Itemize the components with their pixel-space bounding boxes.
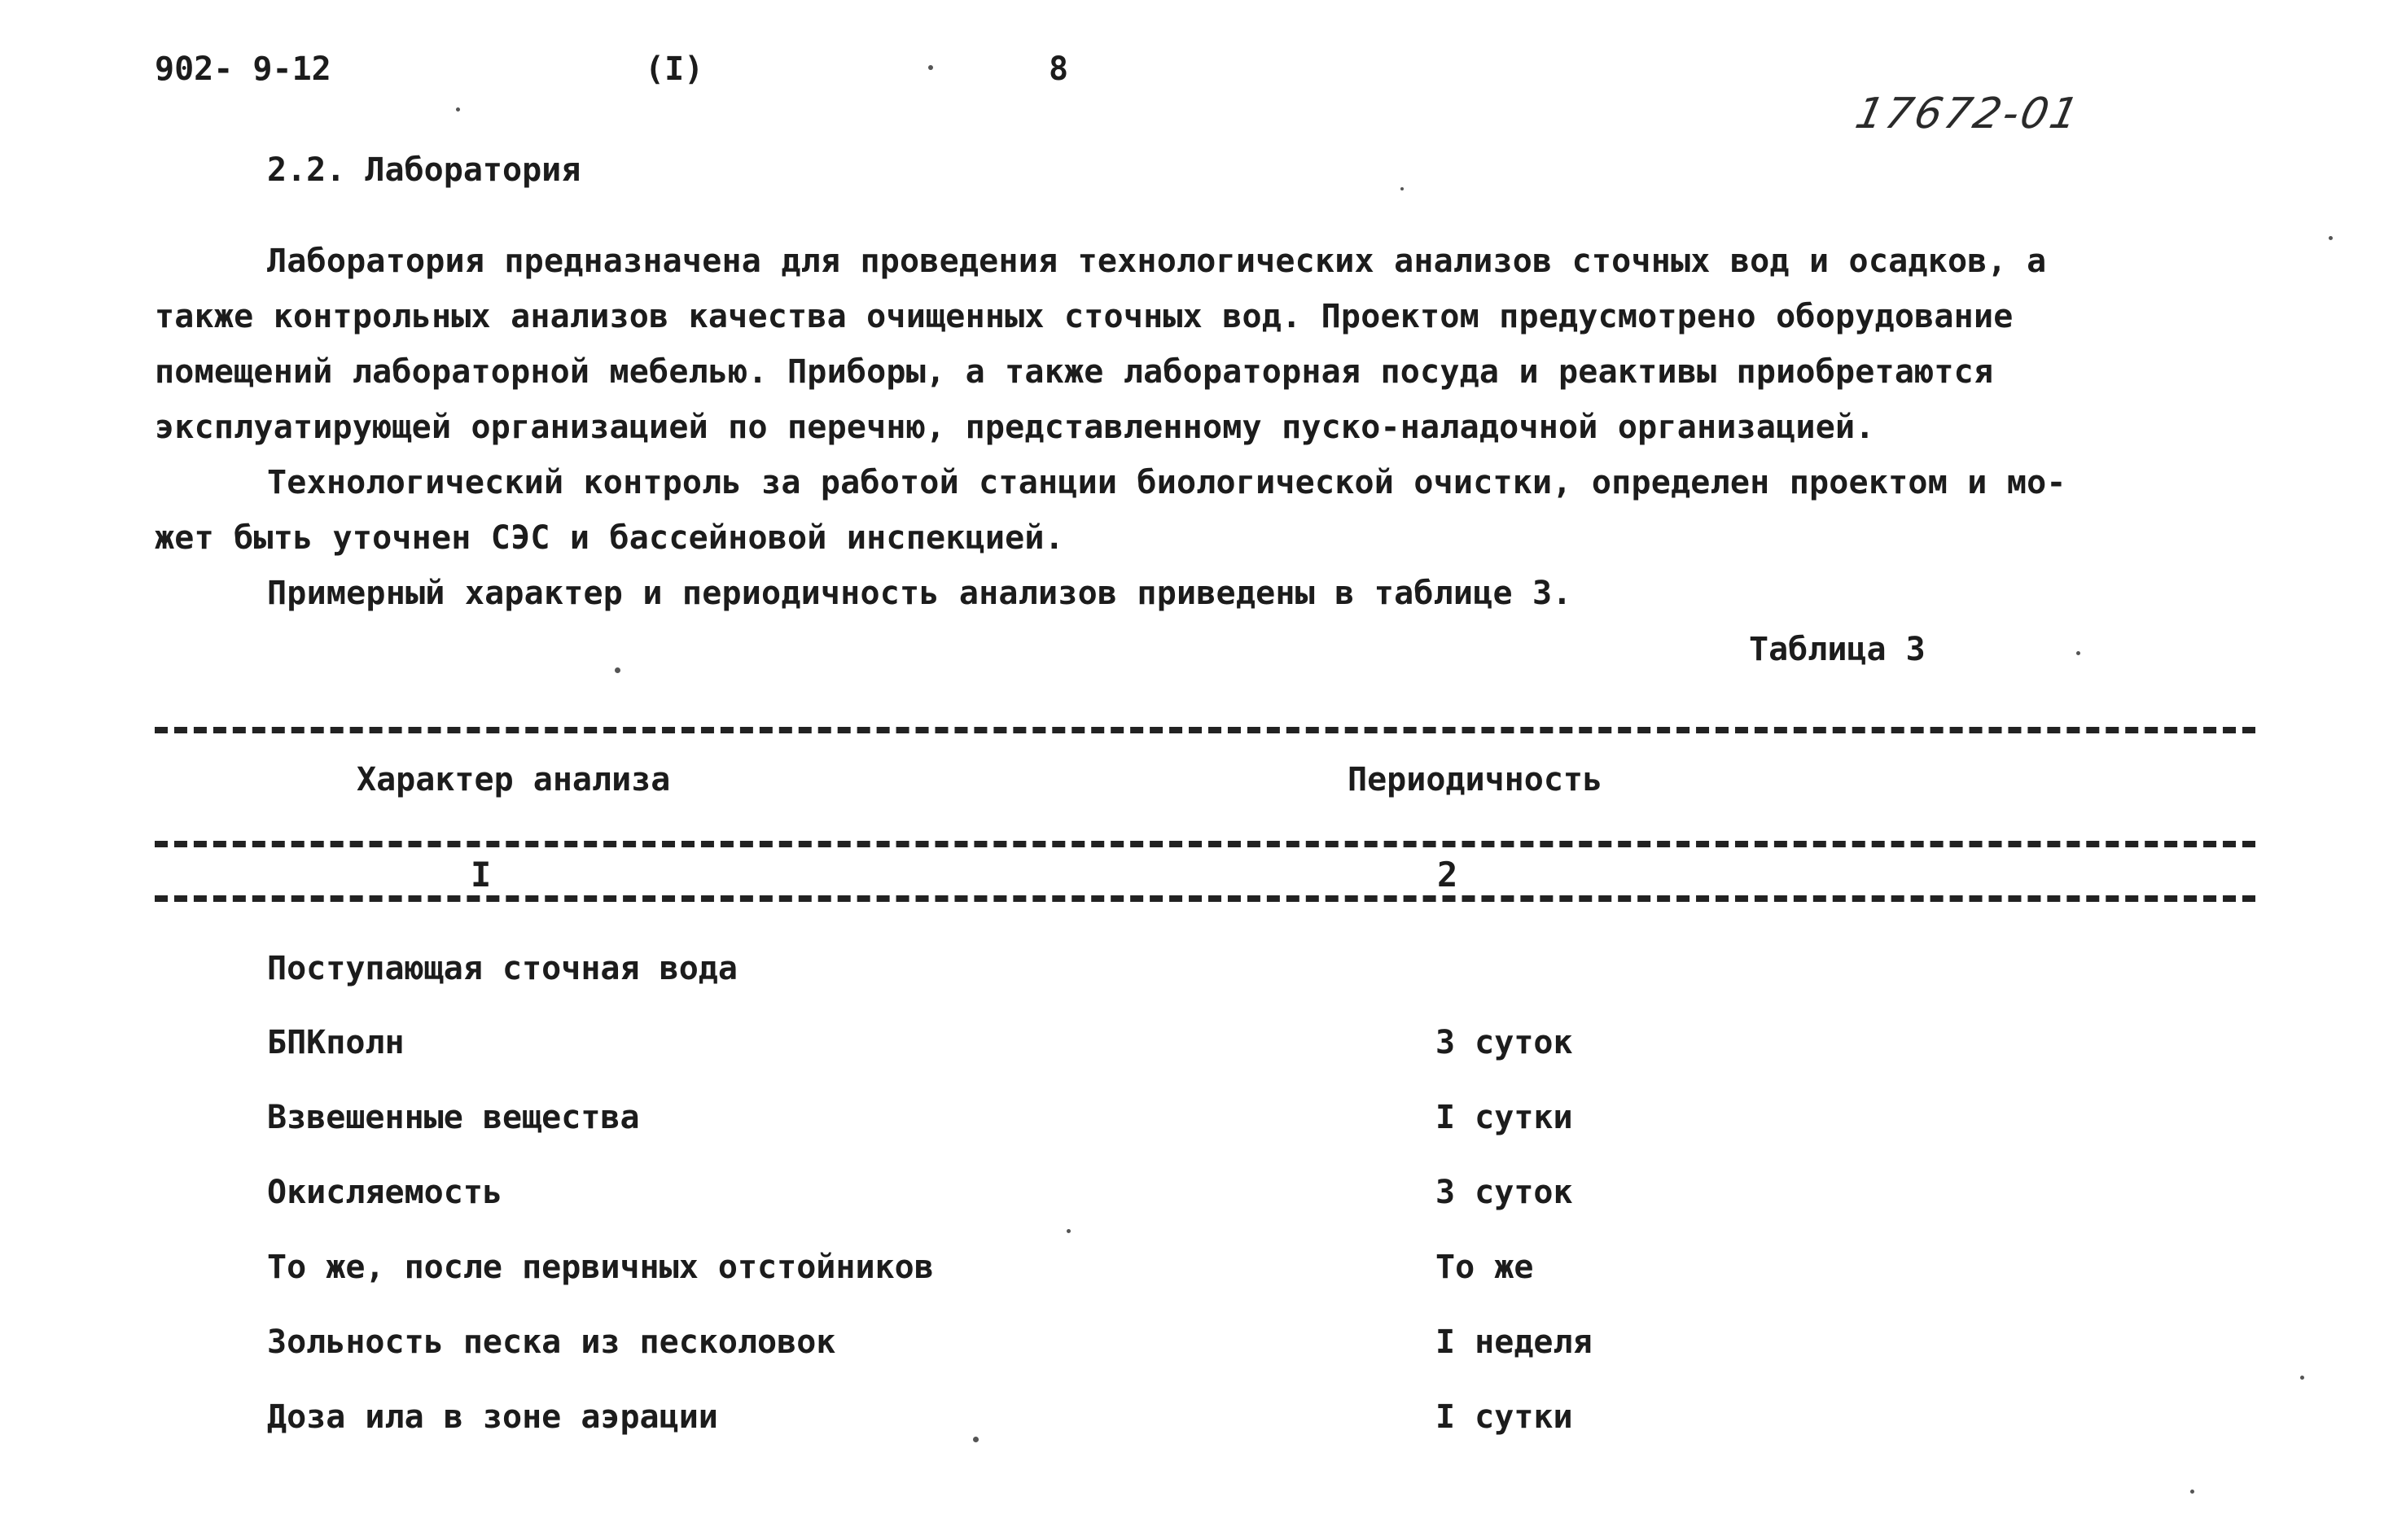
- table-row-period: 3 суток: [1435, 1174, 1573, 1211]
- table-row-analysis: Окисляемость: [267, 1174, 502, 1211]
- table-column-number-1: I: [471, 855, 492, 895]
- table-header-analysis: Характер анализа: [357, 761, 671, 798]
- table-column-number-2: 2: [1437, 855, 1458, 895]
- page-number: 8: [1049, 50, 1069, 88]
- scan-speck: [1067, 1229, 1071, 1233]
- section-title: 2.2. Лаборатория: [267, 151, 581, 189]
- table-row-period: То же: [1435, 1249, 1534, 1286]
- table-row-period: I сутки: [1435, 1099, 1573, 1136]
- table-row-analysis: Зольность песка из песколовок: [267, 1323, 836, 1361]
- body-line-6: жет быть уточнен СЭС и бассейновой инспекцией.: [155, 519, 1064, 557]
- body-line-7: Примерный характер и периодичность анализов приведены в таблице 3.: [267, 575, 1572, 612]
- scan-speck: [2329, 236, 2333, 240]
- body-line-5: Технологический контроль за работой станции биологической очистки, определен проектом и мо-: [267, 464, 2066, 501]
- scan-speck: [1400, 187, 1404, 190]
- table-header-rule: [155, 841, 2255, 847]
- body-line-3: помещений лабораторной мебелью. Приборы, а также лабораторная посуда и реактивы приобретаются: [155, 353, 1994, 391]
- body-line-2: также контрольных анализов качества очищенных сточных вод. Проектом предусмотрено оборудование: [155, 298, 2014, 335]
- table-caption: Таблица 3: [1749, 631, 1926, 668]
- scan-speck: [615, 667, 620, 673]
- table-number-rule: [155, 895, 2255, 902]
- body-line-1: Лаборатория предназначена для проведения технологических анализов сточных вод и осадков, а: [267, 243, 2047, 280]
- scan-speck: [928, 65, 933, 70]
- table-header-period: Периодичность: [1348, 761, 1603, 798]
- scan-speck: [2190, 1490, 2194, 1494]
- scan-speck: [456, 107, 460, 112]
- doc-part: (I): [645, 50, 704, 88]
- handwritten-number: 17672-01: [1851, 90, 2085, 138]
- table-row-analysis: Доза ила в зоне аэрации: [267, 1398, 718, 1436]
- scan-speck: [973, 1437, 979, 1442]
- table-row-period: 3 суток: [1435, 1024, 1573, 1061]
- table-row-analysis: Взвешенные вещества: [267, 1099, 640, 1136]
- table-row-period: I сутки: [1435, 1398, 1573, 1436]
- table-group-title: Поступающая сточная вода: [267, 950, 738, 987]
- doc-code: 902- 9-12: [155, 50, 331, 88]
- body-line-4: эксплуатирующей организацией по перечню, представленному пуско-наладочной организацией.: [155, 409, 1875, 446]
- table-top-rule: [155, 727, 2255, 733]
- table-row-analysis: То же, после первичных отстойников: [267, 1249, 934, 1286]
- table-row-period: I неделя: [1435, 1323, 1593, 1361]
- scan-speck: [2076, 651, 2080, 655]
- table-row-analysis: БПКполн: [267, 1024, 405, 1061]
- scan-speck: [2300, 1376, 2304, 1380]
